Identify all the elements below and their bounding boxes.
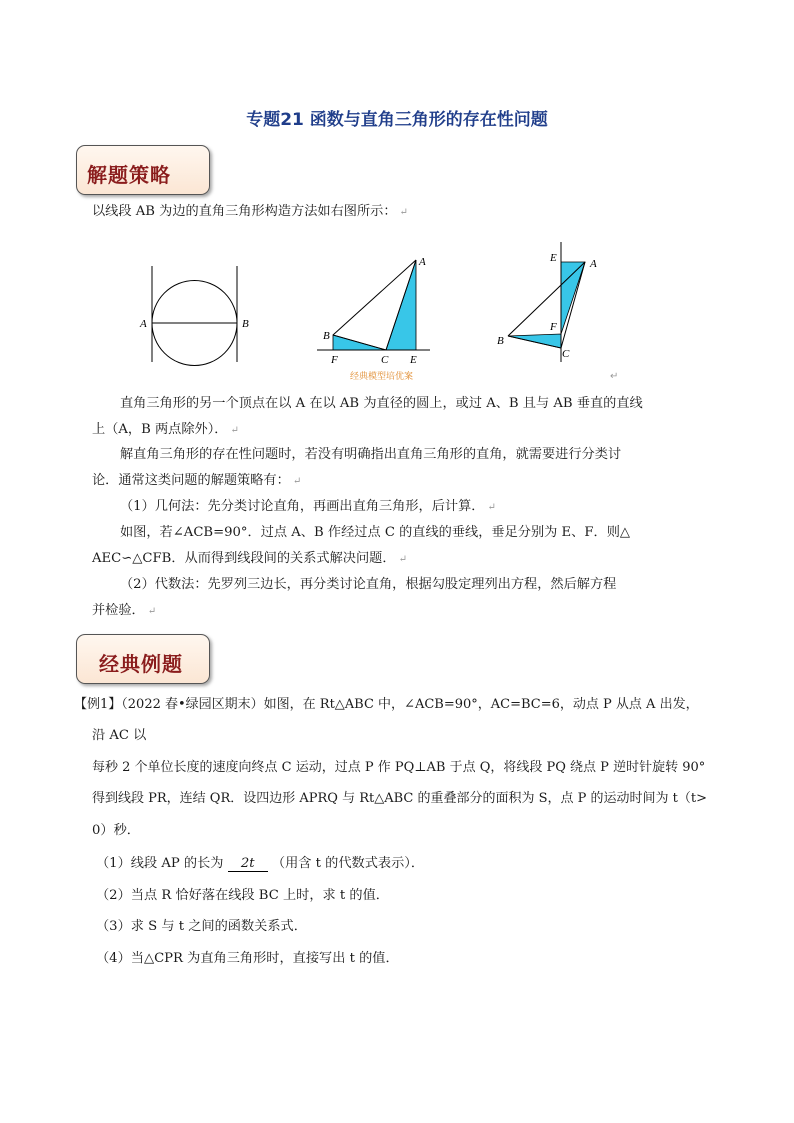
question-2: （2）当点 R 恰好落在线段 BC 上时，求 t 的值．	[96, 888, 389, 903]
strategy-line-4: 论．通常这类问题的解题策略有： ↵	[92, 473, 302, 488]
example-line-4: 得到线段 PR，连结 QR．设四边形 APRQ 与 Rt△ABC 的重叠部分的面积为 S，点 P 的运动时间为 t（t>	[92, 791, 708, 806]
fig3-label-c: C	[562, 348, 570, 360]
fig2-label-a: A	[419, 256, 426, 268]
example-line-5: 0）秒．	[92, 823, 140, 838]
strategy-line-5: （1）几何法：先分类讨论直角，再画出直角三角形，后计算． ↵	[120, 499, 496, 514]
question-1: （1）线段 AP 的长为 2t （用含 t 的代数式表示）．	[96, 856, 425, 871]
figure-watermark: 经典模型培优案	[350, 372, 414, 382]
figure-paragraph-mark: ↵	[610, 371, 619, 382]
example-line-3: 每秒 2 个单位长度的速度向终点 C 运动，过点 P 作 PQ⊥AB 于点 Q，将线段 PQ 绕点 P 逆时针旋转 90°	[92, 760, 706, 775]
fig2-label-b: B	[323, 330, 330, 342]
figure-horizontal-projection	[317, 256, 430, 382]
examples-section-box	[76, 634, 210, 684]
strategy-section-label: 解题策略	[87, 163, 171, 187]
strategy-line-3: 解直角三角形的存在性问题时，若没有明确指出直角三角形的直角，就需要进行分类讨	[120, 447, 622, 462]
question-1-answer: 2t	[228, 856, 268, 872]
strategy-intro: 以线段 AB 为边的直角三角形构造方法如右图所示： ↵	[92, 204, 408, 219]
fig3-label-f: F	[550, 321, 557, 333]
strategy-line-2: 上（A，B 两点除外）． ↵	[92, 422, 239, 437]
examples-section-label: 经典例题	[99, 652, 183, 676]
fig2-label-c: C	[381, 354, 389, 366]
fig3-label-b: B	[497, 335, 504, 347]
geometry-figures	[120, 238, 640, 388]
page-title: 专题21 函数与直角三角形的存在性问题	[246, 110, 548, 130]
example-line-1: 【例1】（2022 春•绿园区期末）如图，在 Rt△ABC 中，∠ACB=90°，AC=BC=6，动点 P 从点 A 出发，	[74, 697, 699, 712]
strategy-section-box	[76, 145, 210, 195]
strategy-line-8: （2）代数法：先罗列三边长，再分类讨论直角，根据勾股定理列出方程，然后解方程	[120, 577, 617, 592]
strategy-line-9: 并检验． ↵	[92, 603, 157, 618]
figure-vertical-projection	[497, 242, 618, 382]
fig1-label-b: B	[242, 318, 249, 330]
fig2-label-e: E	[410, 354, 417, 366]
question-4: （4）当△CPR 为直角三角形时，直接写出 t 的值．	[96, 951, 399, 966]
fig2-label-f: F	[331, 354, 338, 366]
fig3-label-e: E	[550, 252, 557, 264]
fig1-label-a: A	[140, 318, 147, 330]
figure-circle-diameter	[139, 266, 249, 366]
fig3-label-a: A	[590, 258, 597, 270]
question-3: （3）求 S 与 t 之间的函数关系式．	[96, 919, 307, 934]
strategy-line-1: 直角三角形的另一个顶点在以 A 在以 AB 为直径的圆上，或过 A、B 且与 AB 垂直的直线	[120, 396, 643, 411]
example-line-2: 沿 AC 以	[92, 728, 147, 743]
strategy-line-6: 如图，若∠ACB=90°．过点 A、B 作经过点 C 的直线的垂线，垂足分别为 E、F．则△	[120, 525, 631, 540]
strategy-line-7: AEC∽△CFB．从而得到线段间的关系式解决问题． ↵	[92, 551, 407, 566]
